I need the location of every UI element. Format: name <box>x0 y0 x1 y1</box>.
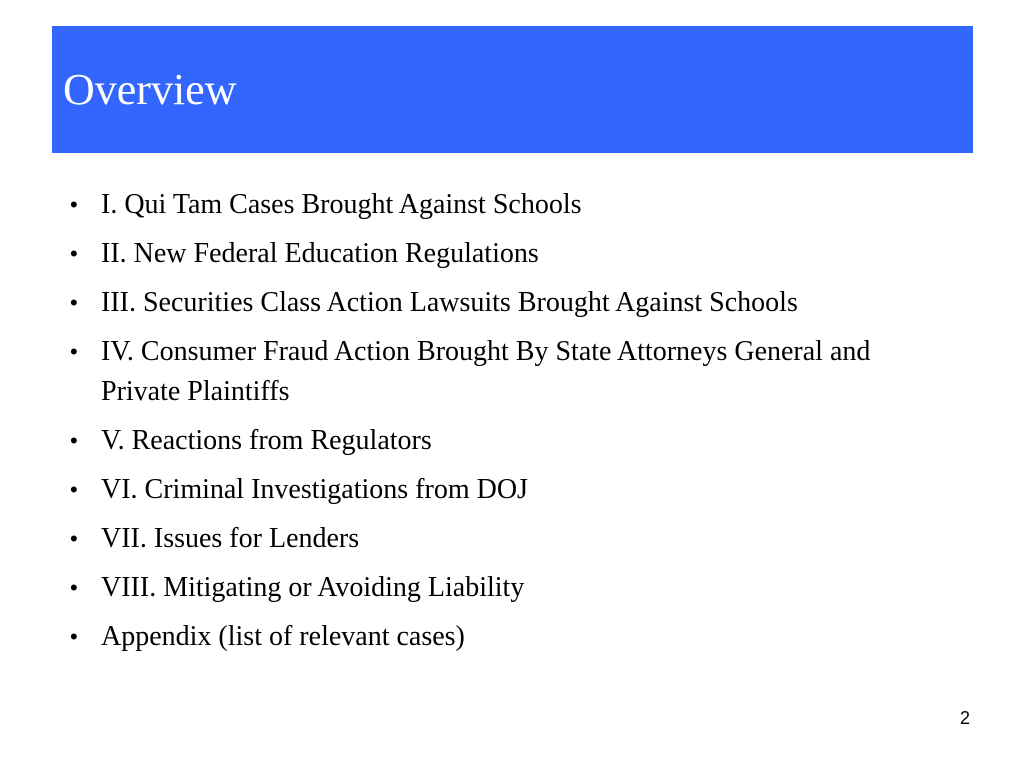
bullet-item <box>68 421 948 461</box>
bullet-list <box>68 185 948 666</box>
bullet-icon: • <box>70 477 78 502</box>
bullet-text: II. New Federal Education Regulations <box>101 238 539 269</box>
bullet-icon: • <box>70 339 78 364</box>
bullet-text: I. Qui Tam Cases Brought Against Schools <box>101 189 582 220</box>
bullet-text: III. Securities Class Action Lawsuits Brought Against Schools <box>101 287 798 318</box>
bullet-item <box>68 617 948 657</box>
bullet-icon: • <box>70 192 78 217</box>
bullet-icon: • <box>70 290 78 315</box>
bullet-icon: • <box>70 428 78 453</box>
bullet-item <box>68 470 948 510</box>
bullet-text: Appendix (list of relevant cases) <box>101 621 465 652</box>
title-bar <box>52 26 973 153</box>
bullet-icon: • <box>70 526 78 551</box>
bullet-item <box>68 283 948 323</box>
bullet-icon: • <box>70 575 78 600</box>
bullet-text: VIII. Mitigating or Avoiding Liability <box>101 572 525 603</box>
bullet-item <box>68 185 948 225</box>
bullet-icon: • <box>70 241 78 266</box>
page-number: 2 <box>959 708 970 728</box>
bullet-text: IV. Consumer Fraud Action Brought By State Attorneys General and Private Plaintiffs <box>101 336 871 407</box>
bullet-text: VII. Issues for Lenders <box>101 523 360 554</box>
bullet-item <box>68 568 948 608</box>
bullet-item <box>68 332 948 412</box>
slide-title: Overview <box>63 65 237 114</box>
bullet-icon: • <box>70 624 78 649</box>
bullet-text: VI. Criminal Investigations from DOJ <box>101 474 528 505</box>
bullet-item <box>68 519 948 559</box>
bullet-item <box>68 234 948 274</box>
bullet-text: V. Reactions from Regulators <box>101 425 432 456</box>
